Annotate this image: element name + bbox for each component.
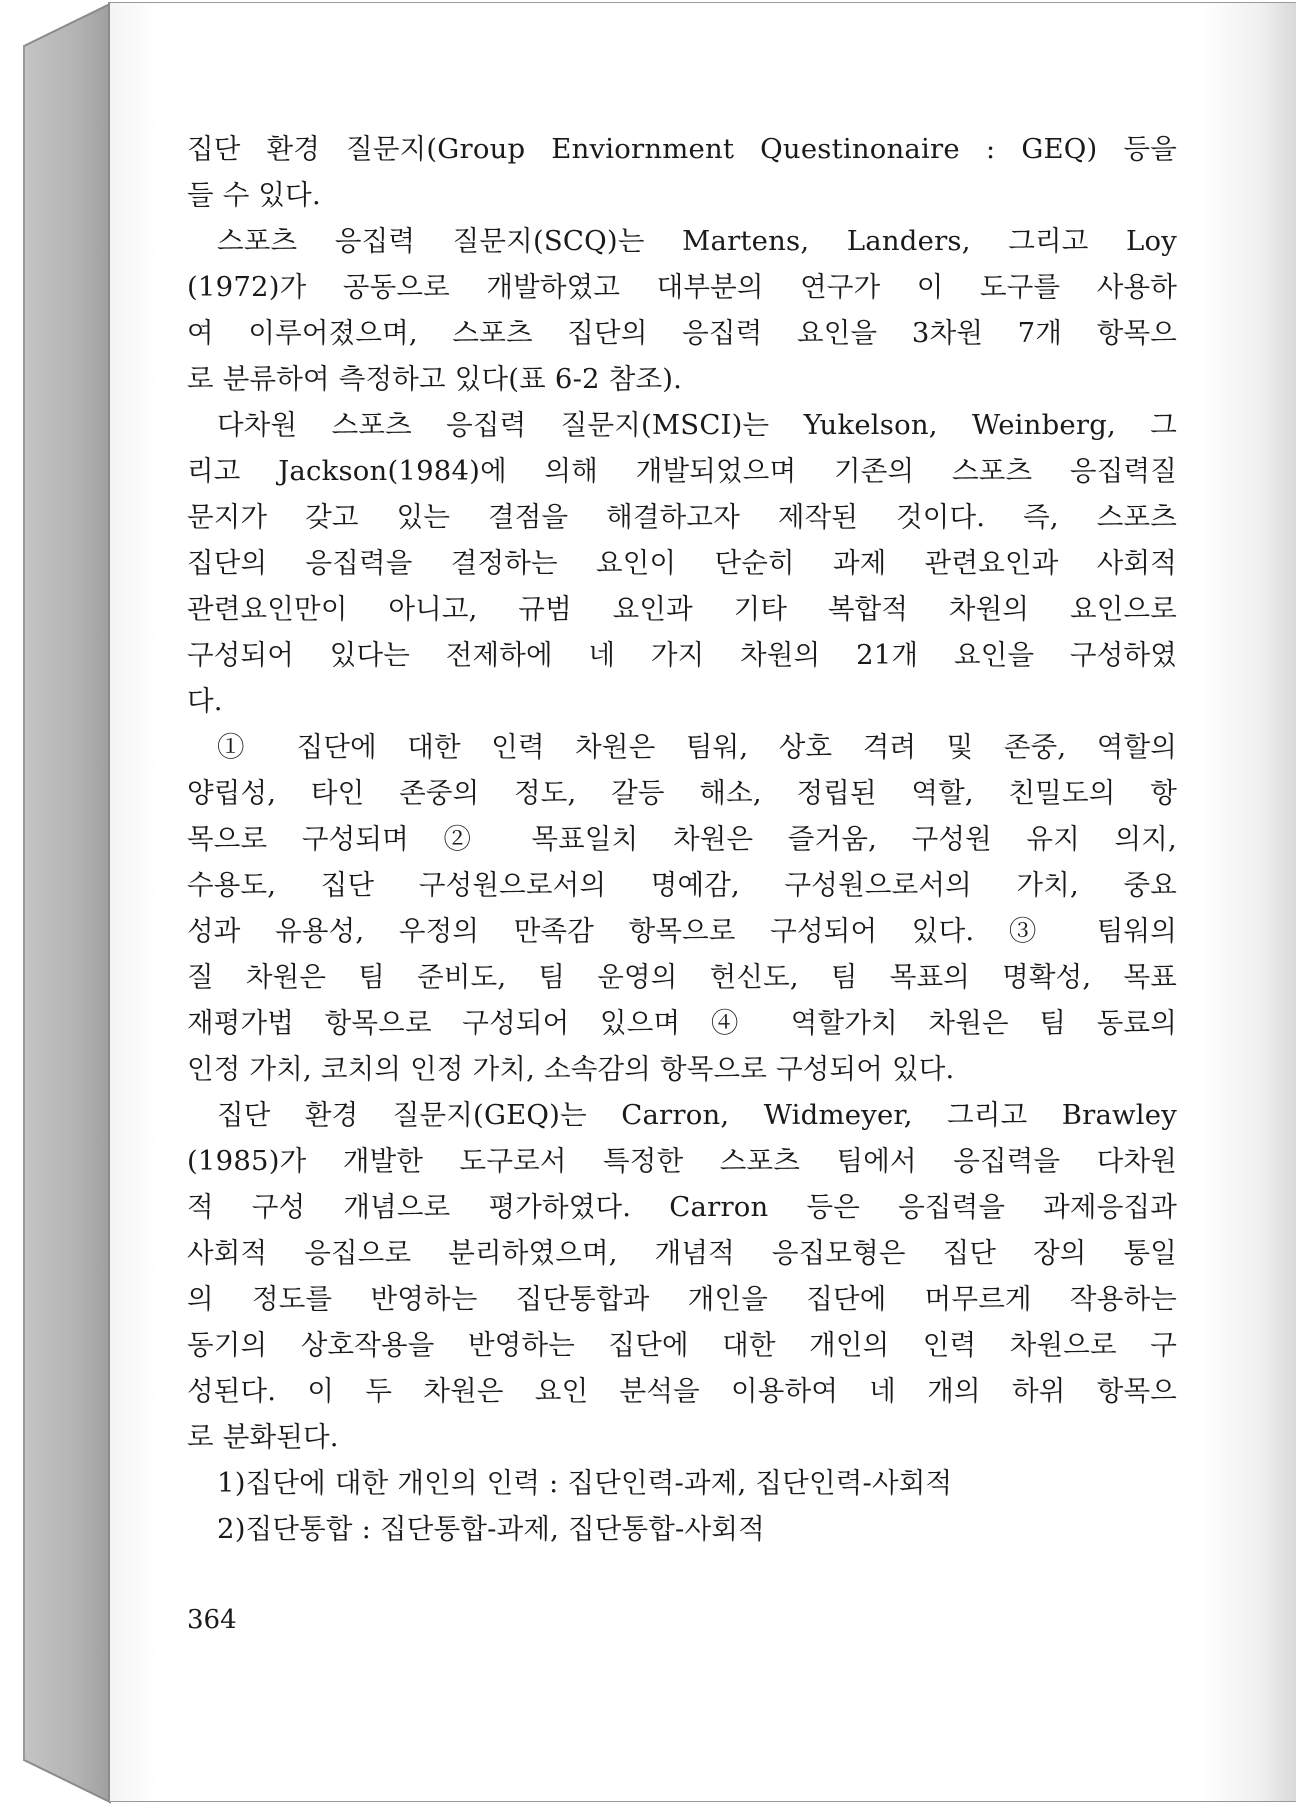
text-line: 로 분류하여 측정하고 있다(표 6-2 참조). xyxy=(187,363,683,395)
text-line: 질 차원은 팀 준비도, 팀 운영의 헌신도, 팀 목표의 명확성, 목표 xyxy=(187,961,1177,993)
text-line: 관련요인만이 아니고, 규범 요인과 기타 복합적 차원의 요인으로 xyxy=(187,593,1177,625)
text-line: 집단 환경 질문지(GEQ)는 Carron, Widmeyer, 그리고 Brawley xyxy=(217,1099,1177,1131)
text-line: 다. xyxy=(187,685,223,717)
text-line: 수용도, 집단 구성원으로서의 명예감, 구성원으로서의 가치, 중요 xyxy=(187,869,1177,901)
text-line: 집단 환경 질문지(Group Enviornment Questinonaire : GEQ) 등을 xyxy=(187,133,1177,165)
text-line: 로 분화된다. xyxy=(187,1421,339,1453)
page-number: 364 xyxy=(187,1605,237,1635)
text-line: 2)집단통합 : 집단통합-과제, 집단통합-사회적 xyxy=(217,1513,765,1545)
text-line: 인정 가치, 코치의 인정 가치, 소속감의 항목으로 구성되어 있다. xyxy=(187,1053,955,1085)
text-line: 구성되어 있다는 전제하에 네 가지 차원의 21개 요인을 구성하였 xyxy=(187,639,1177,671)
text-line: 적 구성 개념으로 평가하였다. Carron 등은 응집력을 과제응집과 xyxy=(187,1191,1177,1223)
text-line: 리고 Jackson(1984)에 의해 개발되었으며 기존의 스포츠 응집력질 xyxy=(187,455,1177,487)
text-line: 다차원 스포츠 응집력 질문지(MSCI)는 Yukelson, Weinberg, 그 xyxy=(217,409,1177,441)
text-line: 스포츠 응집력 질문지(SCQ)는 Martens, Landers, 그리고 Loy xyxy=(217,225,1177,257)
text-line: 성된다. 이 두 차원은 요인 분석을 이용하여 네 개의 하위 항목으 xyxy=(187,1375,1177,1407)
text-line: 동기의 상호작용을 반영하는 집단에 대한 개인의 인력 차원으로 구 xyxy=(187,1329,1177,1361)
text-line: 들 수 있다. xyxy=(187,179,321,211)
text-line: 양립성, 타인 존중의 정도, 갈등 해소, 정립된 역할, 친밀도의 항 xyxy=(187,777,1177,809)
text-line: 여 이루어졌으며, 스포츠 집단의 응집력 요인을 3차원 7개 항목으 xyxy=(187,317,1177,349)
text-line: 재평가법 항목으로 구성되어 있으며 ④ 역할가치 차원은 팀 동료의 xyxy=(187,1007,1177,1039)
text-line: 사회적 응집으로 분리하였으며, 개념적 응집모형은 집단 장의 통일 xyxy=(187,1237,1177,1269)
text-line: (1985)가 개발한 도구로서 특정한 스포츠 팀에서 응집력을 다차원 xyxy=(187,1145,1177,1177)
text-line: 성과 유용성, 우정의 만족감 항목으로 구성되어 있다. ③ 팀워의 xyxy=(187,915,1177,947)
text-line: 집단의 응집력을 결정하는 요인이 단순히 과제 관련요인과 사회적 xyxy=(187,547,1177,579)
text-line: 1)집단에 대한 개인의 인력 : 집단인력-과제, 집단인력-사회적 xyxy=(217,1467,953,1499)
body-text xyxy=(187,126,1177,1552)
text-line: 문지가 갖고 있는 결점을 해결하고자 제작된 것이다. 즉, 스포츠 xyxy=(187,501,1177,533)
text-line: 의 정도를 반영하는 집단통합과 개인을 집단에 머무르게 작용하는 xyxy=(187,1283,1177,1315)
text-line: (1972)가 공동으로 개발하였고 대부분의 연구가 이 도구를 사용하 xyxy=(187,271,1177,303)
book-spine xyxy=(0,0,112,1806)
text-line: 목으로 구성되며 ② 목표일치 차원은 즐거움, 구성원 유지 의지, xyxy=(187,823,1177,855)
text-line: ① 집단에 대한 인력 차원은 팀워, 상호 격려 및 존중, 역할의 xyxy=(217,731,1177,763)
